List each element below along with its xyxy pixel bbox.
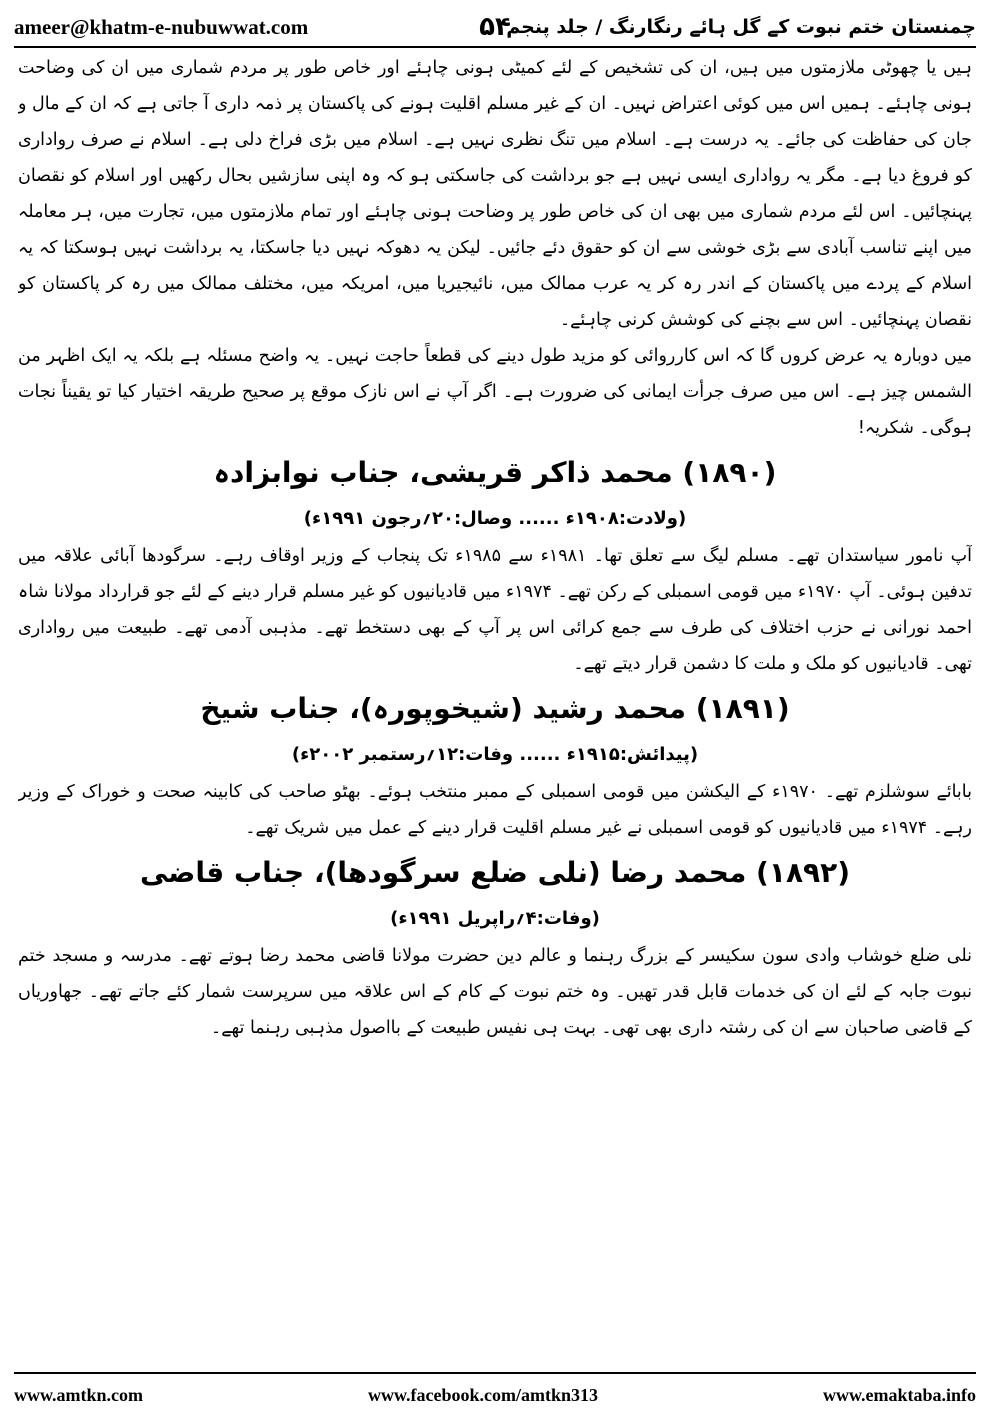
footer-maktaba-link[interactable]: www.emaktaba.info xyxy=(822,1384,976,1405)
entry-heading: (۱۸۹۰) محمد ذاکر قریشی، جناب نوابزادہ xyxy=(213,456,777,489)
page-number: ۵۴ xyxy=(479,12,511,42)
page-footer xyxy=(14,1378,976,1412)
body-paragraph: نلی ضلع خوشاب وادی سون سکیسر کے بزرگ رہنما و عالم دین حضرت مولانا قاضی محمد رضا ہوتے تھے۔ مدرسہ و مسجد ختم نبوت جابہ کے لئے ان کی خدمات قابل قدر تھیں۔ وہ ختم نبوت کے کام کے اس علاقہ میں سرپرست شمار کئے جاتے تھے۔ جھاوریاں کے قاضی صاحبان سے ان کی رشتہ داری بھی تھی۔ بہت ہی نفیس طبیعت کے بااصول مذہبی رہنما تھے۔ xyxy=(18,946,972,1038)
header-email: ameer@khatm-e-nubuwwat.com xyxy=(14,14,309,39)
footer-facebook-link[interactable]: www.facebook.com/amtkn313 xyxy=(367,1384,598,1405)
entry-heading: (۱۸۹۱) محمد رشید (شیخوپورہ)، جناب شیخ xyxy=(200,692,790,725)
body-paragraph: میں دوبارہ یہ عرض کروں گا کہ اس کارروائی کو مزید طول دینے کی قطعاً حاجت نہیں۔ یہ واضح مسئلہ ہے بلکہ یہ ایک اظہر من الشمس چیز ہے۔ اس میں صرف جرأت ایمانی کی ضرورت ہے۔ اگر آپ نے اس نازک موقع پر صحیح طریقہ اختیار کیا تو یقیناً نجات ہوگی۔ شکریہ! xyxy=(18,346,972,438)
entry-dates: (پیدائش:۱۹۱۵ء ...... وفات:۱۲؍رستمبر ۲۰۰۲ء) xyxy=(291,744,699,765)
entry-dates: (وفات:۴؍راپریل ۱۹۹۱ء) xyxy=(390,908,600,929)
body-paragraph: آپ نامور سیاستدان تھے۔ مسلم لیگ سے تعلق تھا۔ ۱۹۸۱ء سے ۱۹۸۵ء تک پنجاب کے وزیر اوقاف رہے۔ سرگودھا آبائی علاقہ میں تدفین ہوئی۔ آپ ۱۹۷۰ء میں قومی اسمبلی کے رکن تھے۔ ۱۹۷۴ء میں قادیانیوں کو غیر مسلم قرار دینے کے لئے جو قرارداد مولانا شاہ احمد نورانی نے حزب اختلاف کی طرف سے جمع کرائی اس پر آپ کے بھی دستخط تھے۔ مذہبی آدمی تھے۔ طبیعت میں رواداری تھی۔ قادیانیوں کو ملک و ملت کا دشمن قرار دیتے تھے۔ xyxy=(18,546,972,674)
book-title: چمنستان ختم نبوت کے گل ہائے رنگارنگ / جلد پنجم xyxy=(506,16,976,38)
entry-dates: (ولادت:۱۹۰۸ء ...... وصال:۲۰؍رجون ۱۹۹۱ء) xyxy=(303,508,687,529)
footer-website-link[interactable]: www.amtkn.com xyxy=(14,1384,143,1405)
footer-divider xyxy=(14,1372,976,1374)
header-divider xyxy=(14,46,976,48)
body-paragraph: بابائے سوشلزم تھے۔ ۱۹۷۰ء کے الیکشن میں قومی اسمبلی کے ممبر منتخب ہوئے۔ بھٹو صاحب کی کابینہ صحت و خوراک کے وزیر رہے۔ ۱۹۷۴ء میں قادیانیوں کو قومی اسمبلی نے غیر مسلم اقلیت قرار دینے کے عمل میں شریک تھے۔ xyxy=(18,782,972,838)
entry-heading: (۱۸۹۲) محمد رضا (نلی ضلع سرگودھا)، جناب قاضی xyxy=(139,856,851,889)
page-header xyxy=(14,8,976,46)
page-body xyxy=(18,50,972,1365)
body-paragraph: ہیں یا چھوٹی ملازمتوں میں ہیں، ان کی تشخیص کے لئے کمیٹی ہونی چاہئے اور خاص طور پر مردم شماری میں ان کی وضاحت ہونی چاہئے۔ ہمیں اس میں کوئی اعتراض نہیں۔ ان کے غیر مسلم اقلیت ہونے کی پاکستان پر ذمہ داری آ جاتی ہے کہ ان کے مال و جان کی حفاظت کی جائے۔ یہ درست ہے۔ اسلام میں تنگ نظری نہیں ہے۔ اسلام میں بڑی فراخ دلی ہے۔ اسلام نے صرف رواداری کو فروغ دیا ہے۔ مگر یہ رواداری ایسی نہیں ہے جو برداشت کی جاسکتی ہو کہ وہ اپنی سازشیں بحال رکھیں اور اسلام کو نقصان پہنچائیں۔ اس لئے مردم شماری میں بھی ان کی خاص طور پر وضاحت ہونی چاہئے اور تمام ملازمتوں میں، تجارت میں، ہر معاملہ میں اپنے تناسب آبادی سے بڑی خوشی سے ان کو حقوق دئے جائیں۔ لیکن یہ دھوکہ نہیں دیا جاسکتا، یہ برداشت نہیں ہوسکتا کہ یہ اسلام کے پردے میں پاکستان کے اندر رہ کر یہ عرب ممالک میں، نائیجیریا میں، امریکہ میں، مختلف ممالک میں رہ کر پاکستان کو نقصان پہنچائیں۔ اس سے بچنے کی کوشش کرنی چاہئے۔ xyxy=(18,58,972,330)
